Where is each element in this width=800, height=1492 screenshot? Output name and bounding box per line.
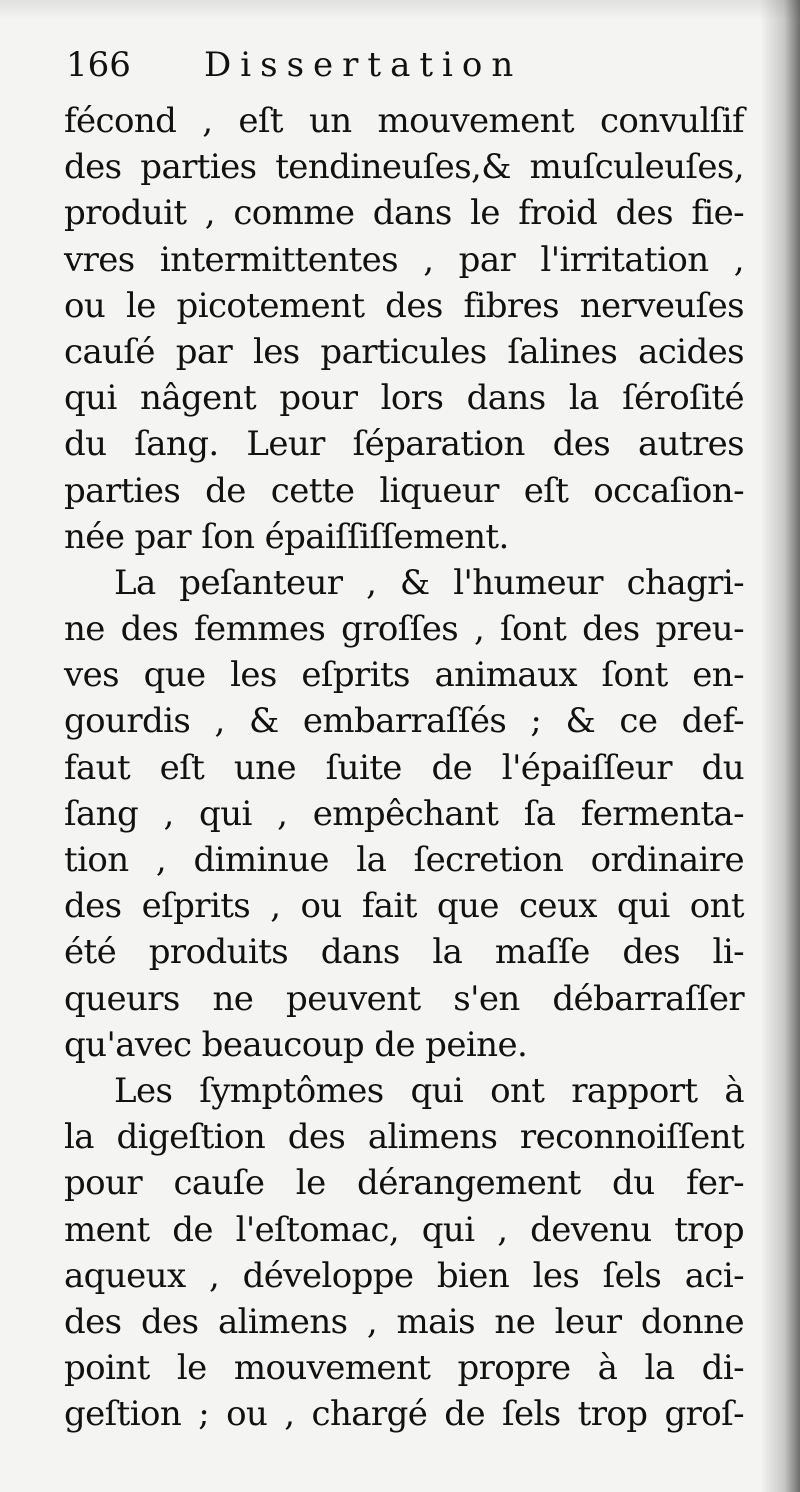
text-line: fécond , eſt un mouvement convulſif [64,101,744,141]
text-line: aqueux , développe bien les ſels aci- [64,1255,744,1296]
text-line: produit , comme dans le froid des fie- [64,193,744,234]
text-line: ne des femmes groſſes , ſont des preu- [64,609,744,650]
text-line: La peſanteur , & l'humeur chagri- [114,562,744,603]
page-top-shadow [0,0,800,20]
running-head: Dissertation [204,45,523,85]
text-line: qu'avec beaucoup de peine. [64,1024,528,1065]
text-line: geſtion ; ou , chargé de ſels trop groſ- [64,1394,744,1435]
page-number: 166 [66,45,131,85]
text-line: des eſprits , ou fait que ceux qui ont [64,886,744,927]
text-line: tion , diminue la ſecretion ordinaire [64,840,744,880]
text-line: du ſang. Leur ſéparation des autres [64,424,744,465]
text-line: ſang , qui , empêchant ſa fermenta- [64,793,744,834]
text-line: vres intermittentes , par l'irritation , [64,239,744,280]
text-line: été produits dans la maſſe des li- [64,932,744,973]
text-line: parties de cette liqueur eſt occaſion- [64,470,744,511]
text-line: gourdis , & embarraſſés ; & ce def- [64,701,744,742]
text-line: pour cauſe le dérangement du fer- [64,1163,744,1204]
text-line: Les ſymptômes qui ont rapport à [114,1070,744,1111]
text-line: qui nâgent pour lors dans la ſéroſité [64,378,744,419]
body-text [64,98,744,1437]
text-line: ves que les eſprits animaux ſont en- [64,655,744,696]
text-line: faut eſt une ſuite de l'épaiſſeur du [64,747,744,788]
text-line: des des alimens , mais ne leur donne [64,1301,744,1342]
text-line: née par ſon épaiſſiſſement. [64,516,509,557]
page-gutter-shadow [760,0,800,1492]
text-line: queurs ne peuvent s'en débarraſſer [64,978,744,1019]
text-line: des parties tendineuſes,& muſculeuſes, [64,147,744,188]
text-line: ou le picotement des fibres nerveuſes [64,285,744,326]
text-line: la digeſtion des alimens reconnoiſſent [64,1117,744,1158]
text-line: point le mouvement propre à la di- [64,1348,744,1389]
text-line: cauſé par les particules ſalines acides [64,331,744,372]
text-line: ment de l'eſtomac, qui , devenu trop [64,1209,744,1250]
